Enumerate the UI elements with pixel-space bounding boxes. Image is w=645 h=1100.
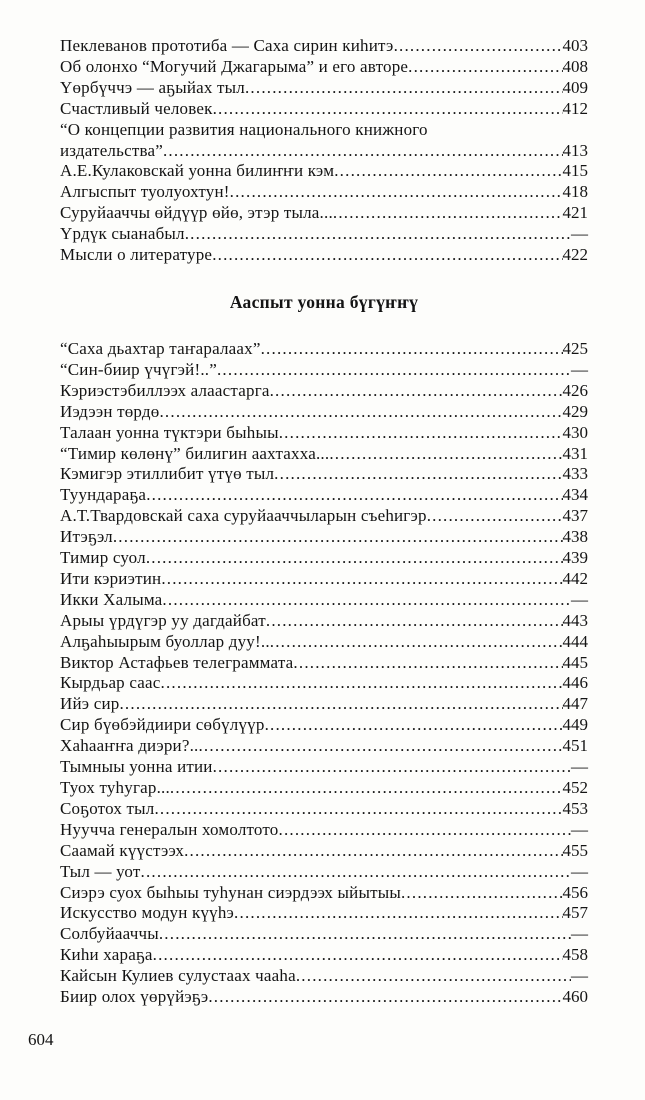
toc-entry — [60, 548, 588, 569]
toc-entry — [60, 987, 588, 1008]
toc-entry-title: “Тимир көлөнү” билигин аахтахха... — [60, 443, 330, 463]
toc-entry — [60, 99, 588, 120]
toc-entry-title: Кырдьар саас — [60, 673, 161, 693]
dot-leader — [113, 527, 563, 548]
dot-leader — [213, 99, 563, 120]
toc-entry-page: 453 — [562, 798, 588, 818]
toc-entry — [60, 423, 588, 444]
toc-entry-page: 403 — [562, 36, 588, 55]
toc-entry — [60, 36, 588, 57]
toc-entry-title: Алгыспыт туолуохтун! — [60, 182, 230, 202]
toc-entry-title: “Син-биир үчүгэй!..” — [60, 359, 217, 379]
toc-section — [60, 292, 588, 1008]
toc-entry — [60, 924, 588, 945]
toc-entry — [60, 653, 588, 674]
toc-entry-title: Счастливый человек — [60, 98, 213, 118]
toc-entry-page: 438 — [562, 527, 588, 547]
dot-leader — [245, 78, 563, 99]
toc-entry-title: Искусство модун күүһэ — [60, 903, 235, 923]
toc-entry-title: Сиэрэ суох быһыы туһунан сиэрдээх ыйытыы — [60, 882, 401, 902]
toc-entry-title: Кэриэстэбиллээх алаастарга — [60, 380, 270, 400]
toc-entry-title: “Саха дьахтар таҥаралаах” — [60, 338, 261, 358]
toc-entry — [60, 590, 588, 611]
toc-entry-title: Туох туһугар... — [60, 778, 170, 797]
dot-leader — [217, 360, 571, 381]
toc-entry — [60, 569, 588, 590]
toc-entry-title: Киһи хараҕа — [60, 945, 153, 965]
toc-entry — [60, 381, 588, 402]
toc-entry-title: Иэдээн төрдө — [60, 401, 160, 421]
toc-entry-title: Тимир суол — [60, 548, 146, 568]
toc-entry-page: 434 — [562, 485, 588, 505]
toc-entry-page: — — [571, 359, 588, 379]
toc-entry — [60, 820, 588, 841]
toc-entry-title: Тымныы уонна итии — [60, 757, 213, 777]
toc-entry-title: Хаһааҥҥа диэри?.. — [60, 736, 199, 756]
toc-entry-title: Туундараҕа — [60, 485, 147, 505]
toc-entry — [60, 224, 588, 245]
toc-entry — [60, 506, 588, 527]
toc-entry-title: издательства” — [60, 140, 163, 160]
dot-leader — [141, 862, 571, 883]
toc-entry-page: 456 — [562, 882, 588, 902]
toc-entry-page: 412 — [562, 98, 588, 118]
dot-leader — [261, 339, 563, 360]
dot-leader — [279, 423, 563, 444]
toc-entry — [60, 736, 588, 757]
toc-entry — [60, 339, 588, 360]
toc-entry-page: 430 — [562, 422, 588, 442]
page-number: 604 — [28, 1030, 54, 1049]
toc-entry-title: Саамай күүстээх — [60, 840, 185, 860]
toc-entry-page: — — [571, 819, 588, 839]
toc-entry — [60, 778, 588, 799]
dot-leader — [274, 464, 562, 485]
dot-leader — [333, 203, 563, 224]
toc-entry — [60, 360, 588, 381]
dot-leader — [170, 778, 563, 799]
toc-entry-page: 446 — [562, 673, 588, 693]
toc-entry — [60, 841, 588, 862]
toc-entry-title: А.Т.Твардовскай саха суруйааччыларын съеһигэр — [60, 506, 427, 526]
dot-leader — [234, 903, 562, 924]
toc-entry-page: — — [571, 224, 588, 244]
toc-entry — [60, 57, 588, 78]
toc-entry-page: 444 — [562, 631, 588, 651]
toc-entry — [60, 903, 588, 924]
dot-leader — [329, 444, 562, 465]
toc-entry-page: 408 — [562, 56, 588, 76]
toc-entry-title: Талаан уонна түктэри быһыы — [60, 422, 279, 442]
dot-leader — [408, 57, 562, 78]
toc-entry-page: 425 — [562, 338, 588, 358]
toc-entry-page: 451 — [562, 736, 588, 756]
toc-entry-page: 439 — [562, 548, 588, 568]
toc-entry-page: 431 — [562, 443, 588, 463]
toc-entry — [60, 120, 588, 141]
toc-entry — [60, 673, 588, 694]
toc-entry — [60, 182, 588, 203]
toc-entry-title: Биир олох үөрүйэҕэ — [60, 987, 209, 1007]
toc-entry-page: — — [571, 966, 588, 986]
toc-entry — [60, 715, 588, 736]
toc-entry-page: 457 — [562, 903, 588, 923]
dot-leader — [161, 569, 562, 590]
dot-leader — [159, 924, 571, 945]
toc-entry-title: Суруйааччы өйдүүр өйө, этэр тыла... — [60, 203, 333, 223]
toc-entry-page: 460 — [562, 987, 588, 1007]
toc-entry-page: 445 — [562, 652, 588, 672]
toc-entry-title: Ити кэриэтин — [60, 568, 162, 588]
toc-entry-title: Үөрбүччэ — аҕыйах тыл — [60, 77, 245, 97]
toc-entry — [60, 694, 588, 715]
toc-entry — [60, 611, 588, 632]
toc-entry — [60, 402, 588, 423]
dot-leader — [270, 632, 563, 653]
dot-leader — [334, 161, 562, 182]
toc-section — [60, 36, 588, 266]
toc-entry — [60, 883, 588, 904]
toc-entry — [60, 862, 588, 883]
toc-entry — [60, 464, 588, 485]
toc-entry-title: Сир бүөбэйдиири сөбүлүүр — [60, 715, 265, 735]
toc-entry-page: 443 — [562, 610, 588, 630]
toc-entry-page: 409 — [562, 77, 588, 97]
toc-entry — [60, 757, 588, 778]
toc-entry-page: — — [571, 924, 588, 944]
toc-entry-title: Нуучча генералын хомолтото — [60, 819, 279, 839]
section-heading: Ааспыт уонна бүгүҥҥү — [229, 291, 419, 312]
dot-leader — [185, 224, 571, 245]
toc-entry-list — [60, 36, 588, 266]
toc-entry-title: Икки Халыма — [60, 589, 163, 609]
toc-entry-title: А.Е.Кулаковскай уонна билиҥҥи кэм — [60, 161, 335, 181]
toc-entry — [60, 945, 588, 966]
dot-leader — [270, 381, 563, 402]
dot-leader — [184, 841, 562, 862]
dot-leader — [198, 736, 562, 757]
toc-entry-title: Соҕотох тыл — [60, 798, 155, 818]
dot-leader — [162, 590, 571, 611]
dot-leader — [265, 715, 563, 736]
dot-leader — [293, 653, 562, 674]
dot-leader — [279, 820, 572, 841]
dot-leader — [154, 799, 562, 820]
toc-entry — [60, 161, 588, 182]
toc-entry-page: 447 — [562, 694, 588, 714]
toc-entry-page: 442 — [562, 568, 588, 588]
dot-leader — [146, 548, 563, 569]
toc-entry — [60, 966, 588, 987]
toc-entry-page: 449 — [562, 715, 588, 735]
toc-entry-title: Итэҕэл — [60, 527, 113, 547]
dot-leader — [153, 945, 563, 966]
toc-entry-title: Об олонхо “Могучий Джагарыма” и его авторе — [60, 56, 409, 76]
toc-entry-title: Мысли о литературе — [60, 245, 213, 265]
toc-entry-title: Пеклеванов прототиба — Саха сирин киһитэ — [60, 36, 394, 55]
toc-entry-page: 437 — [562, 506, 588, 526]
dot-leader — [213, 757, 571, 778]
toc-entry-title: Солбуйааччы — [60, 924, 159, 944]
toc-entry-title: Алҕаһыырым буоллар дуу!.. — [60, 631, 270, 651]
dot-leader — [394, 36, 563, 57]
toc-entry-title: Кэмигэр этиллибит үтүө тыл — [60, 464, 275, 484]
toc-entry — [60, 444, 588, 465]
toc-entry-title: Арыы үрдүгэр уу дагдайбат — [60, 610, 266, 630]
toc-entry-page: 426 — [562, 380, 588, 400]
dot-leader — [266, 611, 563, 632]
toc-entry-page: 455 — [562, 840, 588, 860]
toc-entry-page: — — [571, 589, 588, 609]
dot-leader — [212, 245, 562, 266]
dot-leader — [146, 485, 562, 506]
toc-entry-title: Кайсын Кулиев сулустаах чааһа — [60, 966, 296, 986]
dot-leader — [230, 182, 563, 203]
toc-entry — [60, 632, 588, 653]
toc-entry — [60, 485, 588, 506]
toc-entry-page: 429 — [562, 401, 588, 421]
toc-entry-page: 418 — [562, 182, 588, 202]
toc-entry-title: Үрдүк сыанабыл — [60, 224, 185, 244]
dot-leader — [161, 673, 563, 694]
toc-entry-page: 422 — [562, 245, 588, 265]
toc-entry-page: 452 — [562, 778, 588, 797]
toc-entry-page: — — [571, 861, 588, 881]
toc-entry-title: Виктор Астафьев телеграммата — [60, 652, 294, 672]
toc-entry — [60, 527, 588, 548]
dot-leader — [208, 987, 562, 1008]
toc-entry — [60, 799, 588, 820]
toc-entry-page: 413 — [562, 140, 588, 160]
toc-entry-title: Ийэ сир — [60, 694, 120, 714]
dot-leader — [296, 966, 571, 987]
toc-entry-list — [60, 339, 588, 1008]
toc-entry — [60, 203, 588, 224]
toc-entry — [60, 245, 588, 266]
toc-entry-title: “О концепции развития национального книжного — [60, 119, 428, 139]
toc-entry-title: Тыл — уот — [60, 861, 141, 881]
dot-leader — [159, 402, 562, 423]
dot-leader — [427, 506, 563, 527]
toc-entry-page: 421 — [562, 203, 588, 223]
toc-entry-page: 415 — [562, 161, 588, 181]
toc-entry-page: 433 — [562, 464, 588, 484]
toc-entry-page: 458 — [562, 945, 588, 965]
dot-leader — [401, 883, 563, 904]
toc-entry-page: — — [571, 757, 588, 777]
toc-entry — [60, 141, 588, 162]
dot-leader — [119, 694, 562, 715]
dot-leader — [163, 141, 563, 162]
toc-entry — [60, 78, 588, 99]
table-of-contents — [60, 36, 588, 1008]
